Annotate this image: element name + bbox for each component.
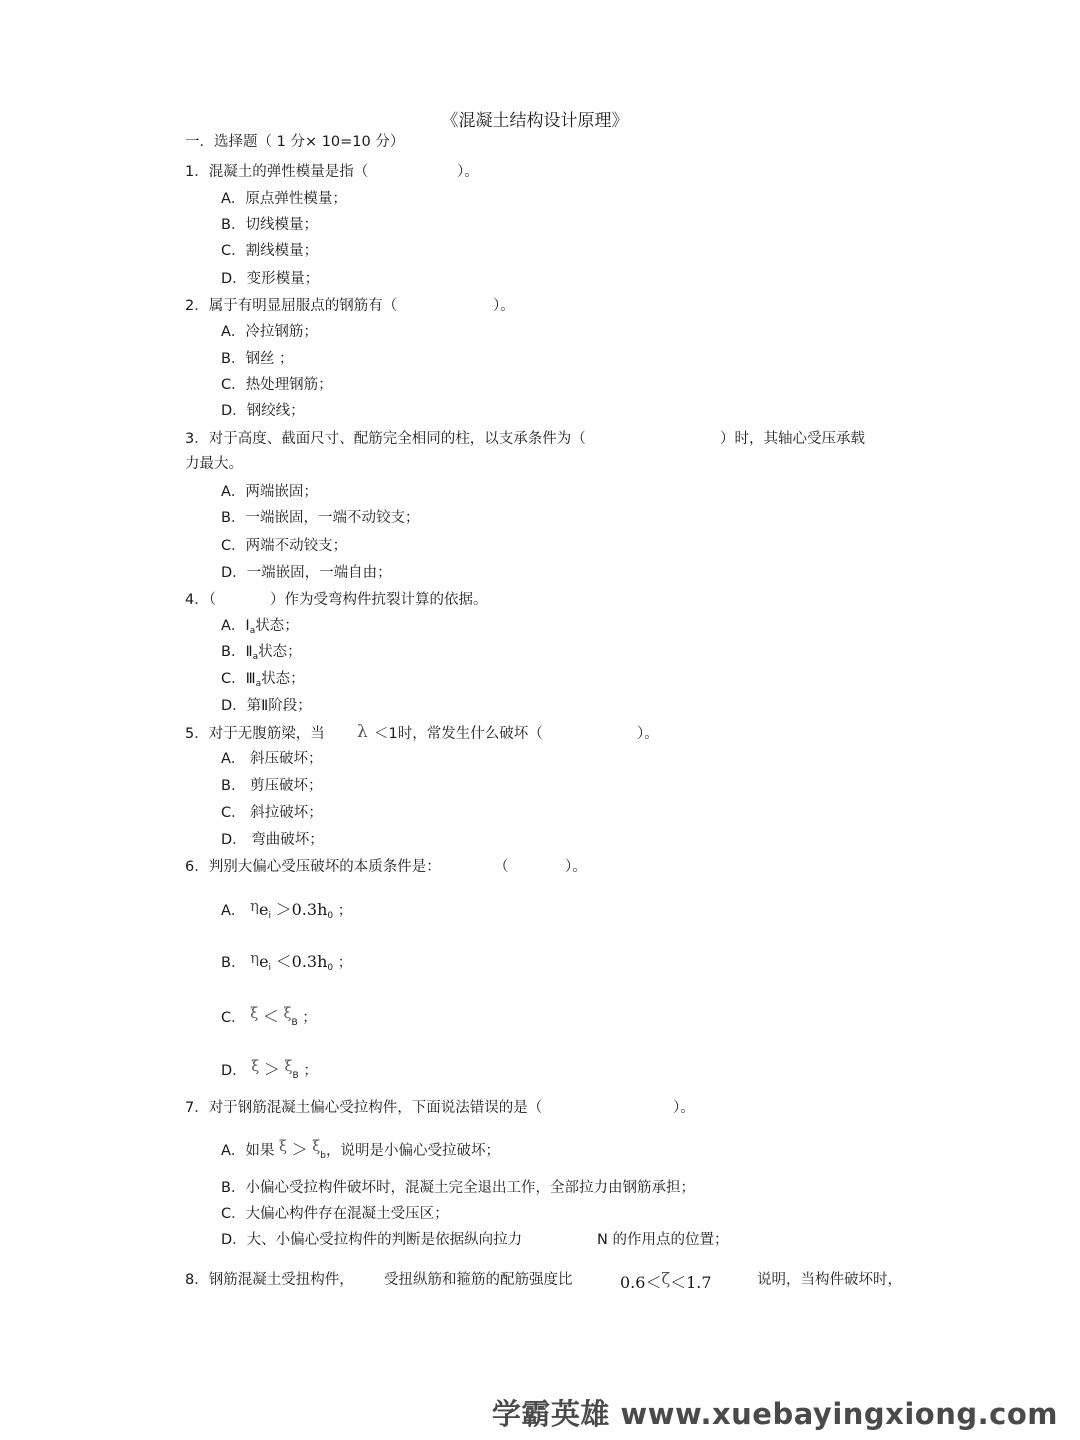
section-header: 一．选择题（ 1 分× 10=10 分） [185, 134, 405, 150]
question-1-option-c: C．割线模量； [221, 243, 319, 259]
question-3-stem-line2: 力最大。 [185, 456, 243, 472]
question-4-stem-open: 4．（ [185, 592, 216, 608]
question-7-option-b: B．小偏心受拉构件破坏时，混凝土完全退出工作，全部拉力由钢筋承担； [221, 1180, 695, 1196]
question-3-option-d: D．一端嵌固，一端自由； [221, 565, 392, 581]
question-2-close: ）。 [493, 298, 515, 314]
question-3-option-a: A．两端嵌固； [221, 484, 318, 500]
question-7-option-d-b: N 的作用点的位置； [597, 1232, 729, 1248]
question-1-close: ）。 [457, 164, 479, 180]
question-5-option-d: D． 弯曲破坏； [221, 832, 324, 848]
page-title: 《混凝土结构设计原理》 [441, 111, 629, 131]
question-7-option-d-a: D．大、小偏心受拉构件的判断是依据纵向拉力 [221, 1232, 523, 1248]
question-2-option-d: D．钢绞线； [221, 403, 305, 419]
question-8-stem-a: 8．钢筋混凝土受扭构件， [185, 1272, 354, 1288]
question-5-stem-b: ＜1时，常发生什么破坏（ [374, 726, 543, 742]
question-6-close: ）。 [565, 859, 587, 875]
question-5-option-a: A． 斜压破坏； [221, 751, 323, 767]
question-3-option-c: C．两端不动铰支； [221, 538, 348, 554]
question-3-stem-line1: 3．对于高度、截面尺寸、配筋完全相同的柱，以支承条件为（ [185, 431, 586, 447]
question-2-option-b: B．钢丝 ； [221, 351, 294, 367]
question-2-stem: 2．属于有明显屈服点的钢筋有（ [185, 298, 398, 314]
question-3-stem-line1-end: ）时，其轴心受压承载 [720, 431, 865, 447]
question-4-option-b: B．$Ⅱ_a$状态； [221, 644, 302, 662]
question-1-option-b: B．切线模量； [221, 217, 318, 233]
question-4-stem-rest: ）作为受弯构件抗裂计算的依据。 [270, 592, 488, 608]
question-6-option-a: A． $\eta e_i >0.3h_0$ ； [221, 897, 353, 921]
question-6-option-c: C． $\xi < \xi_B$ ； [221, 1006, 317, 1028]
question-5-close: ）。 [637, 726, 659, 742]
question-5-stem-a: 5．对于无腹筋梁，当 [185, 726, 325, 742]
question-8-range: 0.6＜ζ＜1.7 [620, 1269, 712, 1292]
question-5-option-c: C． 斜拉破坏； [221, 805, 323, 821]
question-7-option-a: A．如果 $\xi > \xi_b$，说明是小偏心受拉破坏； [221, 1139, 500, 1161]
question-6-option-d: D． $\xi > \xi_B$ ； [221, 1059, 318, 1081]
question-2-option-a: A．冷拉钢筋； [221, 324, 318, 340]
question-8-stem-b: 受扭纵筋和箍筋的配筋强度比 [384, 1272, 573, 1288]
question-7-close: ）。 [673, 1100, 695, 1116]
question-7-stem: 7．对于钢筋混凝土偏心受拉构件，下面说法错误的是（ [185, 1100, 543, 1116]
question-1-option-a: A．原点弹性模量； [221, 191, 347, 207]
question-1-option-d: D．变形模量； [221, 271, 320, 287]
question-3-option-b: B．一端嵌固，一端不动铰支； [221, 510, 420, 526]
lambda-symbol: λ [357, 722, 368, 742]
question-1-stem: 1．混凝土的弹性模量是指（ [185, 164, 369, 180]
question-6-option-b: B． $\eta e_i <0.3h_0$ ； [221, 949, 353, 973]
question-8-stem-c: 说明，当构件破坏时， [757, 1272, 902, 1288]
question-4-option-a: A．$Ⅰ_a$状态； [221, 618, 299, 636]
question-2-option-c: C．热处理钢筋； [221, 377, 333, 393]
question-4-option-d: D．第Ⅱ阶段； [221, 698, 312, 714]
watermark: 学霸英雄 www.xuebayingxiong.com [491, 1397, 1058, 1431]
question-4-option-c: C．$Ⅲ_a$状态； [221, 671, 305, 689]
question-6-stem: 6．判别大偏心受压破坏的本质条件是： [185, 859, 441, 875]
question-5-option-b: B． 剪压破坏； [221, 778, 323, 794]
question-6-paren: （ [494, 859, 509, 875]
question-7-option-c: C．大偏心构件存在混凝土受压区； [221, 1206, 449, 1222]
